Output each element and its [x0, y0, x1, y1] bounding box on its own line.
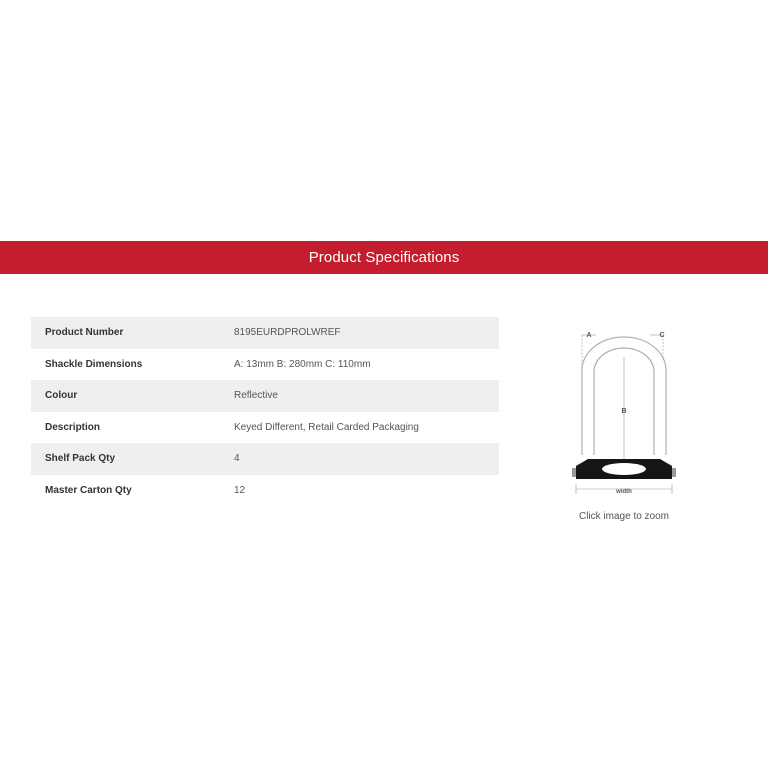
- dimension-b-label: B: [621, 408, 627, 415]
- spec-row-colour: [31, 380, 499, 412]
- spec-row-shelf-pack-qty: [31, 443, 499, 475]
- spec-row-product-number: [31, 317, 499, 349]
- spec-value: 4: [234, 453, 240, 465]
- spec-row-master-carton-qty: [31, 475, 499, 507]
- dimension-width-label: width: [616, 489, 632, 495]
- spec-label: Shelf Pack Qty: [45, 453, 116, 465]
- zoom-caption[interactable]: Click image to zoom: [578, 511, 670, 522]
- spec-table: [31, 317, 499, 506]
- spec-label: Description: [45, 421, 101, 433]
- spec-value: Keyed Different, Retail Carded Packaging: [234, 421, 419, 433]
- spec-row-shackle-dimensions: [31, 349, 499, 381]
- lock-diagram-image[interactable]: [568, 325, 680, 500]
- dimension-c-label: C: [659, 332, 665, 339]
- spec-banner: [0, 241, 768, 274]
- dimension-a-label: A: [586, 332, 592, 339]
- spec-value: A: 13mm B: 280mm C: 110mm: [234, 358, 371, 370]
- spec-value: 12: [234, 484, 246, 496]
- u-lock-dimension-diagram: [568, 325, 680, 500]
- spec-value: Reflective: [234, 390, 278, 402]
- spec-label: Shackle Dimensions: [45, 358, 143, 370]
- spec-value: 8195EURDPROLWREF: [234, 327, 341, 339]
- spec-label: Colour: [45, 390, 78, 402]
- spec-row-description: [31, 412, 499, 444]
- spec-label: Product Number: [45, 327, 124, 339]
- banner-title: Product Specifications: [308, 249, 460, 266]
- spec-label: Master Carton Qty: [45, 484, 132, 496]
- crossbar-keyhole: [602, 463, 646, 475]
